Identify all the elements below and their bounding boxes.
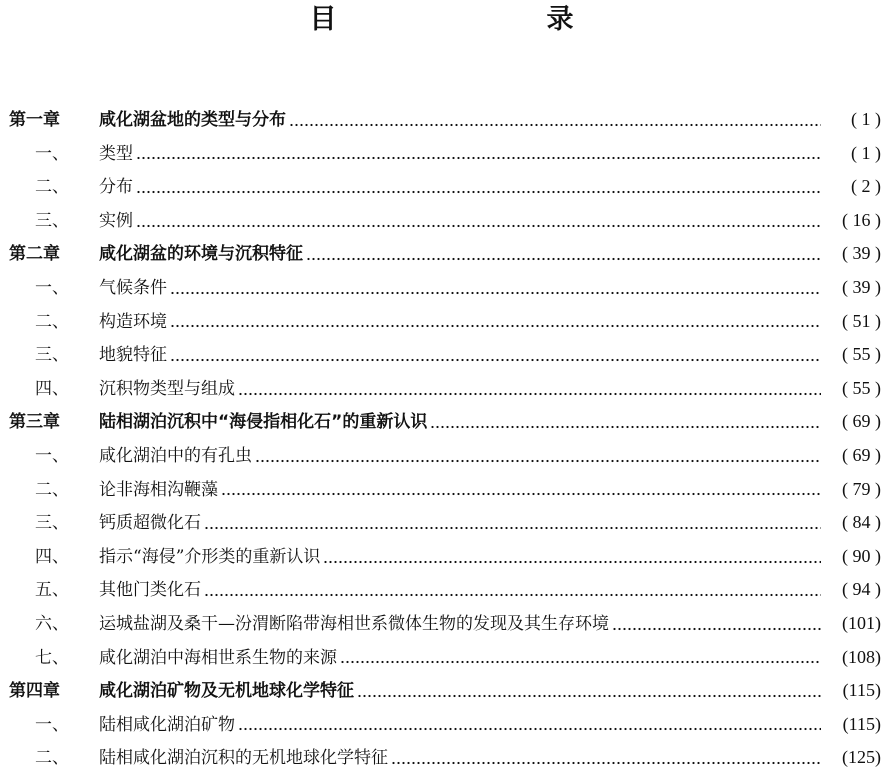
toc-entry-number: 四、	[35, 546, 69, 567]
toc-section-entry	[9, 508, 881, 542]
dot-leader	[204, 526, 821, 530]
dot-leader	[221, 492, 821, 496]
toc-entry-number: 二、	[35, 748, 69, 769]
toc-page-number: ( 55 )	[842, 377, 881, 398]
toc-entry-number: 三、	[35, 513, 69, 534]
toc-entry-title: 地貌特征	[99, 345, 167, 366]
toc-chapter-entry	[9, 676, 881, 710]
toc-entry-title: 指示“海侵”介形类的重新认识	[99, 546, 321, 567]
toc-section-entry	[9, 575, 881, 609]
dot-leader	[136, 224, 821, 228]
toc-page-number: ( 2 )	[851, 176, 881, 197]
toc-entry-number: 二、	[35, 311, 69, 332]
dot-leader	[136, 156, 821, 160]
toc-entry-title: 陆相湖泊沉积中“海侵指相化石”的重新认识	[99, 412, 428, 433]
dot-leader	[204, 593, 821, 597]
toc-section-entry	[9, 374, 881, 408]
toc-entry-number: 一、	[35, 143, 69, 164]
dot-leader	[170, 358, 821, 362]
toc-section-entry	[9, 609, 881, 643]
toc-entry-title: 咸化湖泊中海相世系生物的来源	[99, 647, 337, 668]
toc-page-number: ( 39 )	[842, 243, 881, 264]
toc-page-number: ( 51 )	[842, 310, 881, 331]
toc-entry-number: 一、	[35, 714, 69, 735]
toc-entry-title: 其他门类化石	[99, 580, 201, 601]
toc-entry-title: 构造环境	[99, 311, 167, 332]
toc-page-number: (115)	[842, 713, 881, 734]
toc-entry-title: 气候条件	[99, 277, 167, 298]
dot-leader	[430, 425, 821, 429]
toc-entry-number: 五、	[35, 580, 69, 601]
toc-entry-number: 七、	[35, 647, 69, 668]
toc-page-number: ( 90 )	[842, 545, 881, 566]
toc-entry-number: 二、	[35, 479, 69, 500]
toc-entry-number: 一、	[35, 445, 69, 466]
toc-section-entry	[9, 172, 881, 206]
toc-entry-number: 四、	[35, 378, 69, 399]
toc-page-number: (125)	[842, 747, 881, 768]
dot-leader	[170, 324, 821, 328]
toc-entry-title: 咸化湖泊中的有孔虫	[99, 445, 252, 466]
toc-page-number: ( 94 )	[842, 579, 881, 600]
toc-section-entry	[9, 307, 881, 341]
page-title: 目 录	[309, 4, 626, 35]
dot-leader	[170, 291, 821, 295]
toc-entry-number: 第四章	[9, 681, 60, 702]
dot-leader	[391, 761, 821, 765]
toc-entry-title: 运城盐湖及桑干—汾渭断陷带海相世系微体生物的发现及其生存环境	[99, 613, 609, 634]
dot-leader	[340, 660, 821, 664]
toc-page-number: (115)	[842, 680, 881, 701]
dot-leader	[289, 123, 821, 127]
toc-entry-title: 沉积物类型与组成	[99, 378, 235, 399]
toc-page-number: (108)	[842, 646, 881, 667]
toc-entry-title: 咸化湖盆地的类型与分布	[99, 110, 286, 130]
toc-section-entry	[9, 139, 881, 173]
toc-entry-number: 第三章	[9, 412, 60, 433]
dot-leader	[136, 190, 821, 194]
toc-entry-title: 咸化湖盆的环境与沉积特征	[99, 244, 303, 265]
dot-leader	[306, 257, 821, 261]
toc-entry-title: 陆相咸化湖泊矿物	[99, 714, 235, 735]
toc-page-number: (101)	[842, 612, 881, 633]
toc-section-entry	[9, 475, 881, 509]
toc-entry-title: 钙质超微化石	[99, 513, 201, 534]
toc-section-entry	[9, 743, 881, 777]
toc-section-entry	[9, 206, 881, 240]
toc-entry-number: 二、	[35, 177, 69, 198]
toc-chapter-entry	[9, 407, 881, 441]
toc-entry-title: 陆相咸化湖泊沉积的无机地球化学特征	[99, 748, 388, 769]
toc-page-number: ( 1 )	[851, 109, 881, 129]
toc-entry-number: 三、	[35, 210, 69, 231]
toc-section-entry	[9, 643, 881, 677]
toc-entry-number: 三、	[35, 345, 69, 366]
toc-page-number: ( 69 )	[842, 411, 881, 432]
toc-chapter-entry	[9, 105, 881, 139]
toc-section-entry	[9, 273, 881, 307]
dot-leader	[238, 727, 821, 731]
toc-entry-number: 第二章	[9, 244, 60, 265]
dot-leader	[238, 392, 821, 396]
dot-leader	[612, 627, 821, 631]
toc-page-number: ( 79 )	[842, 478, 881, 499]
toc-chapter-entry	[9, 239, 881, 273]
toc-page-number: ( 55 )	[842, 344, 881, 365]
toc-page-number: ( 84 )	[842, 512, 881, 533]
toc-entry-title: 咸化湖泊矿物及无机地球化学特征	[99, 681, 354, 702]
toc-page-number: ( 16 )	[842, 209, 881, 230]
toc-entry-title: 论非海相沟鞭藻	[99, 479, 218, 500]
toc-section-entry	[9, 542, 881, 576]
toc-page-number: ( 39 )	[842, 276, 881, 297]
toc-section-entry	[9, 710, 881, 744]
toc-entry-number: 第一章	[9, 110, 60, 130]
dot-leader	[255, 459, 821, 463]
toc-entry-number: 六、	[35, 613, 69, 634]
toc-entry-number: 一、	[35, 277, 69, 298]
toc-entry-title: 实例	[99, 210, 133, 231]
toc-page-number: ( 1 )	[851, 142, 881, 163]
toc-entry-title: 类型	[99, 143, 133, 164]
toc-list	[9, 105, 881, 777]
toc-section-entry	[9, 340, 881, 374]
dot-leader	[323, 560, 821, 564]
toc-page-number: ( 69 )	[842, 444, 881, 465]
dot-leader	[357, 694, 821, 698]
toc-section-entry	[9, 441, 881, 475]
toc-entry-title: 分布	[99, 177, 133, 198]
